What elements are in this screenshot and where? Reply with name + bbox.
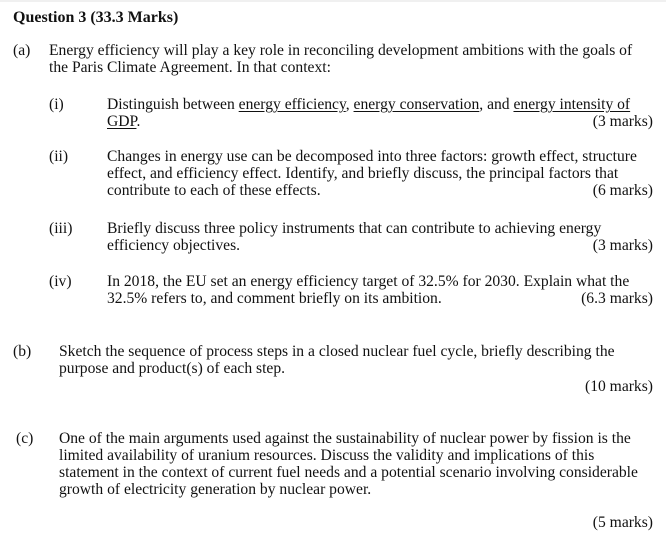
term-energy-conservation: energy conservation	[353, 96, 480, 113]
term-energy-intensity: energy intensity of	[513, 96, 631, 113]
part-a-iii-label: (iii)	[49, 220, 73, 237]
part-a-label: (a)	[13, 42, 31, 59]
term-gdp: GDP	[107, 113, 137, 130]
part-c-text-2: limited availability of uranium resources. Discuss the validity and implications of this	[59, 447, 595, 464]
part-a-iv-label: (iv)	[49, 273, 72, 290]
part-a-text-1: Energy efficiency will play a key role in reconciling development ambitions with the goals of	[49, 42, 633, 59]
part-a-text-2: the Paris Climate Agreement. In that context:	[49, 59, 331, 76]
part-b-text-1: Sketch the sequence of process steps in a closed nuclear fuel cycle, briefly describing the	[59, 343, 615, 360]
part-a-i-text-1	[107, 96, 630, 113]
text: ,	[345, 96, 354, 113]
term-energy-efficiency: energy efficiency	[238, 96, 346, 113]
part-c-text-3: statement in the context of current fuel needs and a potential scenario involving considerable	[59, 464, 638, 481]
part-a-iv-text-2: 32.5% refers to, and comment briefly on its ambition.	[107, 290, 442, 307]
part-a-iii-text-2: efficiency objectives.	[107, 237, 241, 254]
part-a-i-text-2	[107, 113, 140, 130]
part-c-marks: (5 marks)	[592, 514, 653, 531]
text: Distinguish between	[107, 96, 239, 113]
part-c-text-1: One of the main arguments used against the sustainability of nuclear power by fission is the	[59, 430, 631, 447]
part-a-i-marks: (3 marks)	[592, 113, 653, 130]
text: , and	[479, 96, 514, 113]
part-a-iv-marks: (6.3 marks)	[581, 290, 653, 307]
part-a-iv-text-1: In 2018, the EU set an energy efficiency target of 32.5% for 2030. Explain what the	[107, 273, 630, 290]
part-a-ii-label: (ii)	[49, 148, 69, 165]
part-a-ii-marks: (6 marks)	[592, 182, 653, 199]
part-a-iii-text-1: Briefly discuss three policy instruments that can contribute to achieving energy	[107, 220, 602, 237]
question-title: Question 3 (33.3 Marks)	[13, 9, 179, 26]
part-a-ii-text-3: contribute to each of these effects.	[107, 182, 321, 199]
top-border	[0, 0, 666, 2]
part-b-label: (b)	[13, 343, 32, 360]
part-c-text-4: growth of electricity generation by nuclear power.	[59, 481, 372, 498]
part-c-label: (c)	[16, 430, 34, 447]
part-a-ii-text-2: effect, and efficiency effect. Identify, and briefly discuss, the principal factors that	[107, 165, 619, 182]
part-a-ii-text-1: Changes in energy use can be decomposed into three factors: growth effect, structure	[107, 148, 637, 165]
part-b-text-2: purpose and product(s) of each step.	[59, 360, 286, 377]
part-a-i-label: (i)	[49, 96, 64, 113]
part-b-marks: (10 marks)	[585, 378, 653, 395]
part-a-iii-marks: (3 marks)	[592, 237, 653, 254]
text: .	[136, 113, 141, 130]
